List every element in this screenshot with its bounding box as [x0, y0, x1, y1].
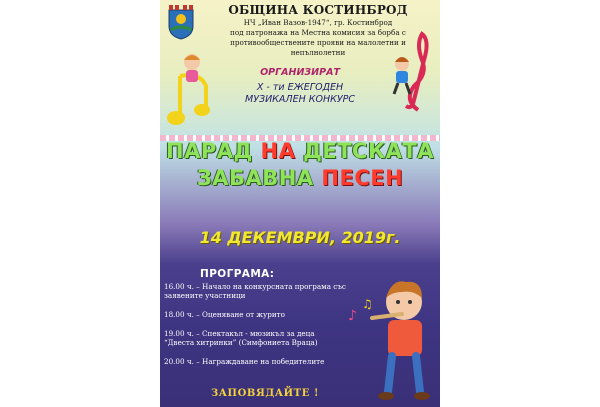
program-item-line: заявените участници [164, 291, 246, 300]
program-item [164, 357, 360, 366]
contest-line-2: МУЗИКАЛЕН КОНКУРС [245, 94, 355, 105]
program-item [164, 329, 360, 347]
poster-header-area [160, 0, 440, 138]
concert-poster [160, 0, 440, 407]
contest-line-1: X - ти ЕЖЕГОДЕН [256, 82, 344, 93]
program-item-line: 16.00 ч. – Начало на конкурсната програма със [164, 282, 346, 291]
title-word-detskata: ДЕТСКАТА [303, 139, 434, 163]
contest-subtitle [220, 82, 380, 106]
organizer-line-4: непълнолетни [290, 48, 346, 57]
title-line-2 [160, 165, 440, 192]
title-word-zabavna: ЗАБАВНА [196, 166, 314, 190]
svg-text:♪: ♪ [348, 308, 357, 324]
title-word-na: НА [260, 139, 296, 163]
svg-text:♫: ♫ [362, 297, 373, 311]
event-date: 14 ДЕКЕМВРИ, 2019г. [199, 228, 401, 247]
program-item-line: 18.00 ч. – Оценяване от журито [164, 310, 285, 319]
organizers-label: ОРГАНИЗИРАТ [260, 67, 340, 78]
welcome-text: ЗАПОВЯДАЙТЕ ! [210, 388, 319, 399]
program-item-line: “Двеста хитринки” (Симфониета Враца) [164, 338, 318, 347]
organizer-line-3: противообществените прояви на малолетни и [230, 38, 406, 47]
title-word-pesen: ПЕСЕН [321, 166, 404, 190]
program-list [164, 282, 360, 376]
girl-on-music-note-illustration [166, 46, 218, 128]
municipality-name: ОБЩИНА КОСТИНБРОД [228, 3, 408, 17]
event-title [160, 138, 440, 192]
program-item [164, 282, 360, 300]
program-item-line: 19.00 ч. – Спектакъл - мюзикъл за деца [164, 329, 315, 338]
title-word-parad: ПАРАД [166, 139, 253, 163]
program-heading: ПРОГРАМА: [200, 268, 275, 280]
program-item-line: 20.00 ч. – Награждаване на победителите [164, 357, 325, 366]
title-line-1 [160, 138, 440, 165]
organizer-line-2: под патронажа на Местна комисия за борба с [230, 28, 406, 37]
organizer-line-1: НЧ „Иван Вазов-1947“, гр. Костинброд [243, 18, 393, 27]
boy-playing-flute-illustration [342, 268, 440, 403]
program-item [164, 310, 360, 319]
municipal-crest-icon [166, 4, 196, 40]
